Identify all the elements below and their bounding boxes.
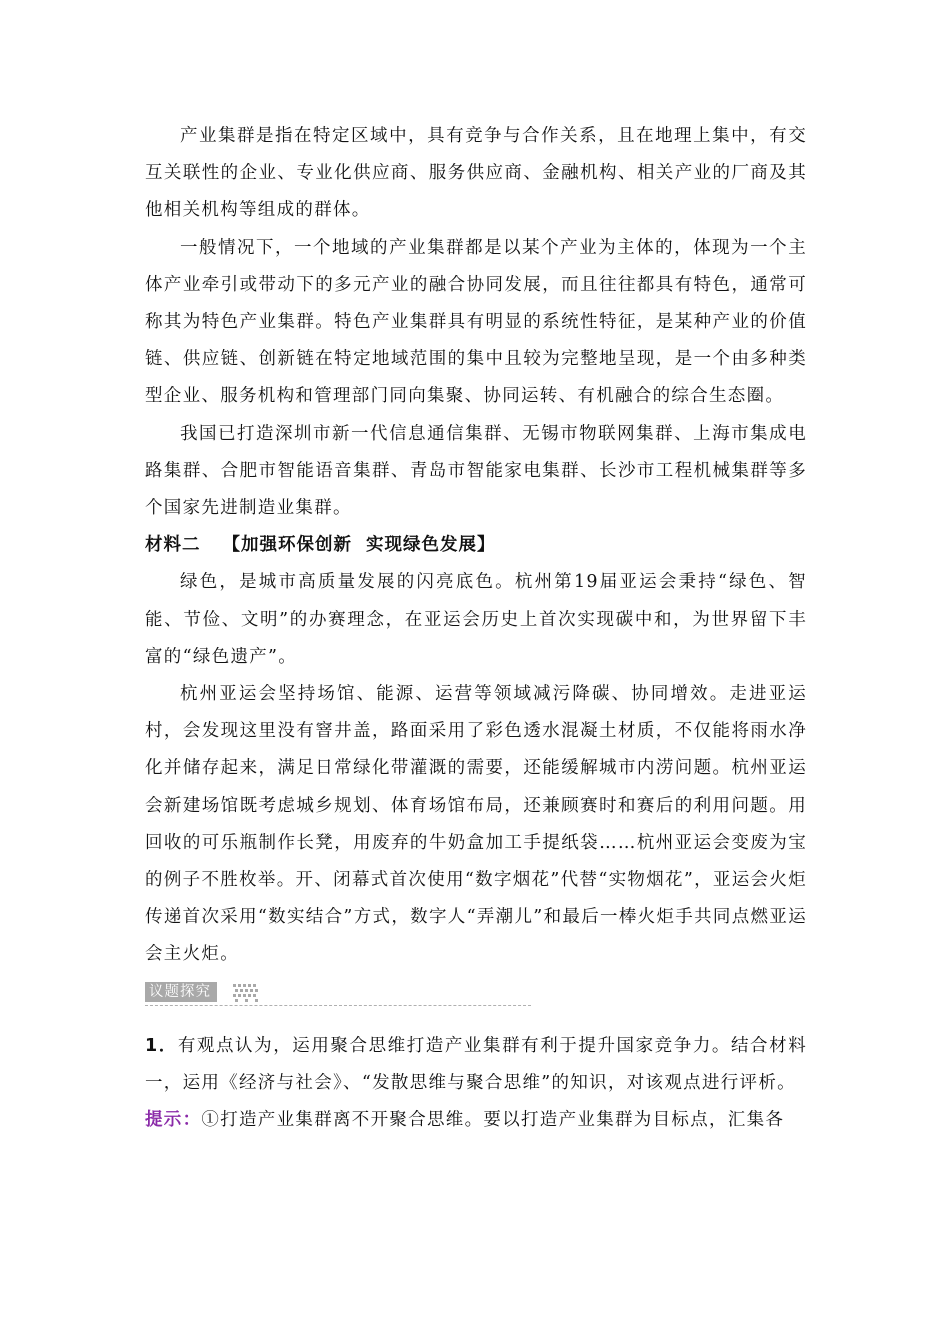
material2-paragraph-1: 绿色，是城市高质量发展的闪亮底色。杭州第19届亚运会秉持“绿色、智能、节俭、文明”的办赛理念，在亚运会历史上首次实现碳中和，为世界留下丰富的“绿色遗产”。 [145,572,807,667]
material2-label: 材料二 [145,535,201,556]
material1-paragraph-1: 产业集群是指在特定区域中，具有竞争与合作关系，且在地理上集中，有交互关联性的企业、专业化供应商、服务供应商、金融机构、相关产业的厂商及其他相关机构等组成的群体。 [145,126,807,221]
question-1 [145,1028,807,1102]
material2-paragraph-2: 杭州亚运会坚持场馆、能源、运营等领域减污降碳、协同增效。走进亚运村，会发现这里没有窨井盖，路面采用了彩色透水混凝土材质，不仅能将雨水净化并储存起来，满足日常绿化带灌溉的需要，还能缓解城市内涝问题。杭州亚运会新建场馆既考虑城乡规划、体育场馆布局，还兼顾赛时和赛后的利用问题。用回收的可乐瓶制作长凳，用废弃的牛奶盒加工手提纸袋……杭州亚运会变废为宝的例子不胜枚举。开、闭幕式首次使用“数字烟花”代替“实物烟花”，亚运会火炬传递首次采用“数实结合”方式，数字人“弄潮儿”和最后一棒火炬手共同点燃亚运会主火炬。 [145,684,807,965]
material1-paragraph-2: 一般情况下，一个地域的产业集群都是以某个产业为主体的，体现为一个主体产业牵引或带动下的多元产业的融合协同发展，而且往往都具有特色，通常可称其为特色产业集群。特色产业集群具有明显的系统性特征，是某种产业的价值链、供应链、创新链在特定地域范围的集中且较为完整地呈现，是一个由多种类型企业、服务机构和管理部门同向集聚、协同运转、有机融合的综合生态圈。 [145,237,807,407]
hint-label: 提示： [145,1110,202,1131]
dotted-decoration-icon [233,982,263,1002]
document-page [145,118,807,1139]
question-1-text: 有观点认为，运用聚合思维打造产业集群有利于提升国家竞争力。结合材料一，运用《经济与社会》、“发散思维与聚合思维”的知识，对该观点进行评析。 [145,1035,807,1093]
question-1-hint [145,1102,807,1139]
section-divider [145,1005,531,1006]
material1-paragraph-3: 我国已打造深圳市新一代信息通信集群、无锡市物联网集群、上海市集成电路集群、合肥市智能语音集群、青岛市智能家电集群、长沙市工程机械集群等多个国家先进制造业集群。 [145,423,807,519]
section-tag [145,978,807,1008]
section-tag-label: 议题探究 [145,982,217,1002]
material2-heading [145,527,807,564]
hint-text: ①打造产业集群离不开聚合思维。要以打造产业集群为目标点，汇集各 [201,1110,785,1131]
material2-title-a: 【加强环保创新 [222,535,352,556]
material2-title-b: 实现绿色发展】 [366,535,496,556]
question-1-number: 1． [145,1035,178,1056]
